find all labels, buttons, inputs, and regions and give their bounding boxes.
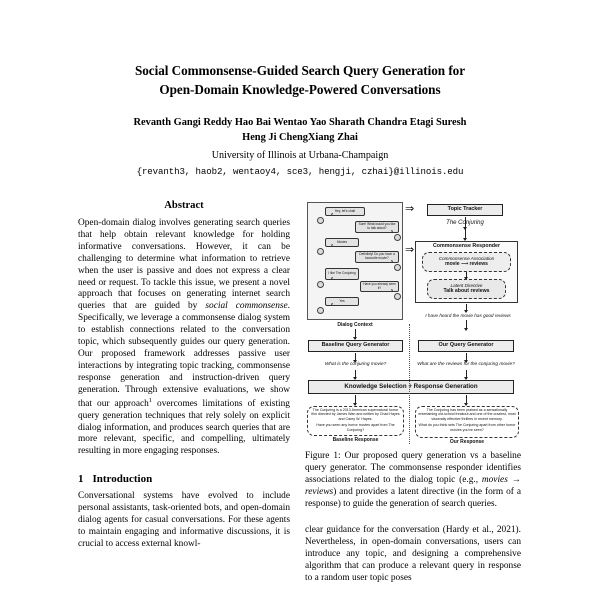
arrow-line [466, 304, 467, 312]
author-line-2: Heng Ji ChengXiang Zhai [242, 132, 358, 144]
arrow-line [466, 370, 467, 379]
arrow-line [355, 329, 356, 339]
section-heading-introduction [78, 473, 290, 485]
our-query-text: What are the reviews for the conjuring movie? [417, 362, 515, 367]
title-block [78, 62, 522, 177]
dialog-bubble-text: Hey, let's chat! [334, 208, 356, 213]
dialog-bubble [360, 281, 399, 292]
arrow-line [355, 370, 356, 379]
arrow-line [465, 229, 466, 240]
topic-value-label: The Conjuring [446, 220, 484, 226]
abstract-italic-social-commonsense: social commonsense [205, 301, 288, 312]
dialog-bubble [325, 207, 365, 216]
affiliation: University of Illinois at Urbana-Champaign [211, 150, 389, 161]
left-column [78, 200, 290, 551]
our-response-label: Our Response [449, 439, 485, 445]
commonsense-response-label: I have heard the movie has good reviews [425, 313, 511, 318]
baseline-response-label: Baseline Response [332, 437, 379, 443]
author-list [78, 116, 522, 146]
right-column [305, 200, 521, 583]
baseline-response-box [307, 406, 404, 436]
agent-avatar-icon [394, 293, 401, 300]
figure-caption-b: ) and provides a latent directive (in the form of a response) to guide the generation of search queries. [305, 486, 521, 509]
user-avatar-icon [317, 281, 324, 288]
commonsense-association-label: Commonsense Association [438, 256, 495, 262]
our-response-reply: What do you think sets The Conjuring apart from other horror movies you've seen? [418, 423, 516, 432]
arrow-line [466, 272, 467, 279]
knowledge-selection-box: Knowledge Selection + Response Generation [308, 380, 514, 394]
arrow-line [466, 395, 467, 405]
baseline-query-text: What is the conjuring movie? [324, 362, 387, 367]
dialog-bubble-text: Sure! What would you like to talk about? [358, 222, 396, 230]
section-number: 1 [78, 473, 84, 486]
section-title: Introduction [92, 473, 153, 486]
figure-caption [305, 451, 521, 511]
baseline-response-knowledge: The Conjuring is a 2013 American supernatural horror film directed by James Wan and written by Chad Hayes and Carey W. Hayes. [311, 408, 400, 421]
introduction-paragraph: Conversational systems have evolved to include personal assistants, task-oriented bots, and open-domain dialog agents for casual conversations. For these agents to maintain engaging and informative discussions, it is crucial to access external knowl- [78, 491, 290, 549]
dialog-bubble-text: Yes [339, 298, 345, 303]
block-arrow-icon: ⇒ [405, 202, 415, 215]
latent-directive-value: Talk about reviews [443, 288, 490, 295]
user-avatar-icon [317, 248, 324, 255]
author-emails: {revanth3, haob2, wentaoy4, sce3, hengji, czhai}@illinois.edu [136, 165, 464, 177]
commonsense-association-value: movie ⟶ reviews [445, 261, 488, 268]
user-avatar-icon [317, 217, 324, 224]
abstract-text-a: Open-domain dialog involves generating search queries that help obtain relevant knowledge for holding informative conversations. However, it can be challenging to determine what information to retrieve when the user is passive and does not express a clear need or request. To tackle this issue, we present a novel approach that focuses on generating internet search queries that are guided by [78, 218, 290, 312]
page-title [78, 62, 522, 99]
figure-diagram [305, 200, 521, 445]
topic-tracker-box: Topic Tracker [427, 204, 503, 216]
latent-directive-box [427, 279, 506, 299]
dialog-bubble-text: Definitely! Do you have a favourite movie? [359, 252, 395, 260]
latent-directive-label: Latent Directive [450, 283, 483, 289]
dialog-bubble-text: Movies [336, 239, 348, 244]
right-column-paragraph: clear guidance for the conversation (Hardy et al., 2021). Nevertheless, in open-domain conversations, users can introduce any topic, and designing a comprehensive algorithm that can produce a relevant query in response to a random user topic poses [305, 525, 521, 583]
dialog-bubble-text: Have you already seen it? [363, 281, 396, 290]
block-arrow-icon: ⇒ [405, 243, 415, 256]
abstract-heading: Abstract [164, 200, 204, 211]
dialog-bubble [325, 268, 359, 280]
arrow-line [466, 353, 467, 362]
our-response-knowledge: The Conjuring has been praised as a sensationally entertaining old-school freakout and one of the craziest, most viscerally effective thrillers in recent memory. [418, 408, 516, 421]
dialog-bubble [325, 238, 359, 247]
commonsense-association-box [422, 252, 511, 272]
commonsense-responder-label: Commonsense Responder [432, 243, 501, 249]
author-line-1: Revanth Gangi Reddy Hao Bai Wentao Yao Sharath Chandra Etagi Suresh [133, 117, 467, 129]
user-avatar-icon [317, 307, 324, 314]
dialog-bubble-text: I like The Conjuring [328, 271, 356, 276]
our-response-box [415, 406, 519, 438]
dialog-bubble [355, 221, 399, 233]
agent-avatar-icon [394, 264, 401, 271]
abstract-text-c: overcomes limitations of existing query generation techniques that rely solely on explicit dialog information, and produces search queries that are more relevant, specific, and compelling, ultimately resulting in more engaging responses. [78, 398, 290, 457]
baseline-query-generator-box: Baseline Query Generator [308, 340, 403, 352]
dialog-bubble [355, 251, 399, 263]
abstract-text-b: . Specifically, we leverage a commonsense dialog system to establish connections related to the conversation topic, which subsequently guides our query generation. Our proposed framework addresses passive user interactions by integrating topic tracking, commonsense response generation and instruction-driven query generation. Through extensive evaluations, we show that our approach [78, 301, 290, 409]
dialog-context-label: Dialog Context [337, 322, 373, 328]
abstract-body [78, 218, 290, 458]
paper-title-line1: Social Commonsense-Guided Search Query Generation for [134, 63, 466, 78]
paper-title-line2: Open-Domain Knowledge-Powered Conversations [159, 81, 441, 97]
footnote-marker: 1 [148, 396, 152, 404]
arrow-line [355, 395, 356, 405]
figure-divider [409, 324, 410, 444]
our-query-generator-box: Our Query Generator [418, 340, 514, 352]
arrow-line [466, 320, 467, 330]
baseline-response-reply: Have you seen any horror movies apart from The Conjuring? [316, 423, 395, 432]
arrow-line [355, 353, 356, 362]
figure-1 [305, 200, 521, 509]
figure-caption-a: Figure 1: Our proposed query generation vs a baseline query generator. The commonsense responder identifies associations related to the dialog topic (e.g., [305, 451, 521, 485]
dialog-bubble [325, 297, 359, 306]
figure-caption-italic: movies → reviews [305, 474, 521, 497]
agent-avatar-icon [394, 234, 401, 241]
